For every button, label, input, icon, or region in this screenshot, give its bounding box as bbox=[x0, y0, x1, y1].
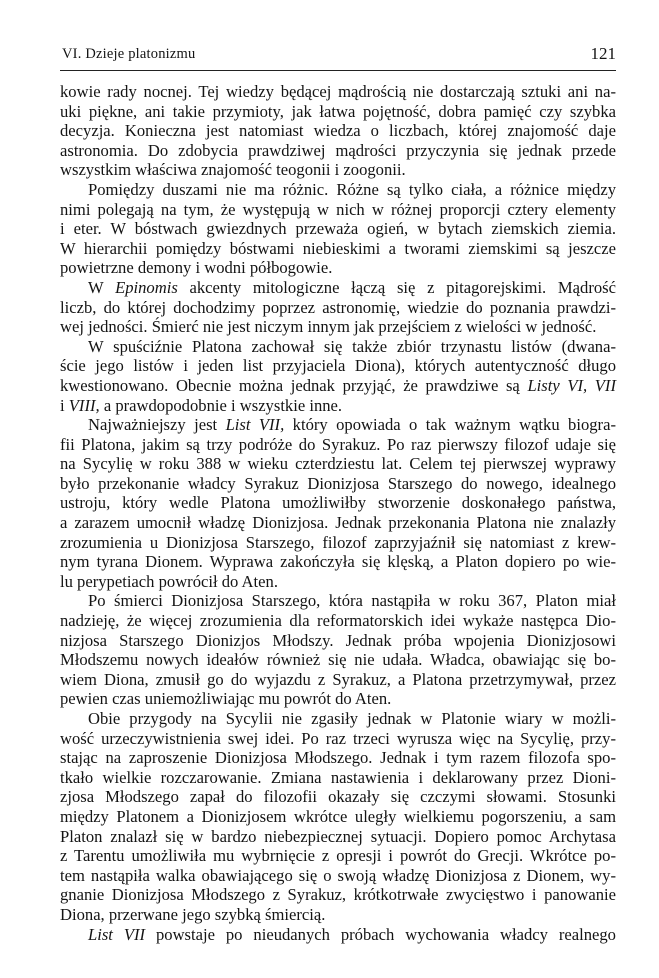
text-line: Po śmierci Dionizjosa Starszego, która nastąpiła w roku 367, Platon miał bbox=[88, 591, 616, 611]
text-line: kwestionowano. Obecnie można jednak przyjąć, że prawdziwe są Listy VI, VII bbox=[60, 375, 616, 395]
italic-title: List VII bbox=[88, 924, 146, 944]
text-line: pewien czas uniemożliwiając mu powrót do Aten. bbox=[60, 689, 392, 709]
text-line: nadzieję, że więcej zrozumienia dla reformatorskich idei wykaże następca Dio- bbox=[60, 611, 616, 631]
text-line: uki piękne, ani takie przymioty, jak łatwa pojętność, dobra pamięć czy szybka bbox=[60, 101, 616, 121]
italic-title: VIII, bbox=[68, 395, 100, 415]
text-line: między Platonem a Dionizjosem wkrótce uległy wielkiemu pogorszeniu, a sam bbox=[60, 806, 616, 826]
text-line: wiem Diona, zmusił go do wyjazdu z Syrakuz, a Platona przetrzymywał, przez bbox=[60, 669, 616, 689]
text-line: ustroju, który wedle Platona umożliwiłby stworzenie doskonałego państwa, bbox=[60, 493, 616, 513]
text-line: a zarazem umocnił władzę Dionizjosa. Jednak przekonania Platona nie znalazły bbox=[60, 513, 616, 533]
italic-title: Listy VI, VII bbox=[527, 375, 616, 395]
text-line: i eter. W bóstwach gwiezdnych przeważa ogień, w bytach ziemskich ziemia. bbox=[60, 219, 616, 239]
text-line: List VII powstaje po nieudanych próbach wychowania władcy realnego bbox=[88, 924, 616, 944]
text-line: W Epinomis akcenty mitologiczne łączą się z pitagorejskimi. Mądrość bbox=[88, 277, 616, 297]
text-line: decyzja. Konieczna jest natomiast wiedza o liczbach, której znajomość daje bbox=[60, 121, 616, 141]
text-line: zjosa Młodszego zapał do filozofii okazały się czczymi słowami. Stosunki bbox=[60, 787, 616, 807]
text-line: Pomiędzy duszami nie ma różnic. Różne są tylko ciała, a różnice między bbox=[88, 179, 616, 199]
text-line: zrozumienia u Dionizjosa Starszego, filozof zaprzyjaźnił się natomiast z krew- bbox=[60, 532, 616, 552]
text-line: stając na zaproszenie Dionizjosa Młodszego. Jednak i tym razem filozofa spo- bbox=[60, 748, 616, 768]
body-text bbox=[60, 82, 616, 944]
text-line: W spuściźnie Platona zachował się także zbiór trzynastu listów (dwana- bbox=[88, 336, 616, 356]
text-line: tem nastąpiła walka obawiającego się o swoją władzę Dionizjosa z Dionem, wy- bbox=[60, 865, 616, 885]
text-line: wej jedności. Śmierć nie jest niczym innym jak przejściem z wielości w jedność. bbox=[60, 317, 597, 337]
italic-title: List VII, bbox=[225, 415, 285, 435]
text-line: nimi polegają na tym, że występują w nich w różnej proporcji cztery elementy bbox=[60, 199, 616, 219]
text-line: Diona, przerwane jego szybką śmiercią. bbox=[60, 904, 326, 924]
page-number: 121 bbox=[590, 44, 616, 63]
text-line: wszystkim właściwa znajomość teogonii i zoogonii. bbox=[60, 160, 406, 180]
text-line: nym tyrana Dionem. Wyprawa zakończyła się klęską, a Platon dopiero po wie- bbox=[60, 552, 616, 572]
text-line: fii Platona, jakim są trzy podróże do Syrakuz. Po raz pierwszy filozof udaje się bbox=[60, 434, 616, 454]
text-line: na Sycylię w roku 388 w wieku czterdziestu lat. Celem tej pierwszej wyprawy bbox=[60, 454, 616, 474]
text-line: i VIII, a prawdopodobnie i wszystkie inne. bbox=[60, 395, 343, 415]
text-line: powietrzne demony i wodni półbogowie. bbox=[60, 258, 333, 278]
text-line: Najważniejszy jest List VII, który opowiada o tak ważnym wątku biogra- bbox=[88, 415, 616, 435]
text-line: z Tarentu umożliwiła mu wybrnięcie z opresji i powrót do Grecji. Wkrótce po- bbox=[60, 846, 616, 866]
text-line: gnanie Dionizjosa Młodszego z Syrakuz, krótkotrwałe zwycięstwo i panowanie bbox=[60, 885, 616, 905]
text-line: astronomia. Do zdobycia prawdziwej mądrości przyczynia się jednak przede bbox=[60, 140, 616, 160]
text-line: tkało wielkie rozczarowanie. Zmiana nastawienia i deklarowany przez Dioni- bbox=[60, 767, 616, 787]
text-line: Młodszemu nowych ideałów również się nie udała. Władca, obawiając się bo- bbox=[60, 650, 616, 670]
chapter-title: VI. Dzieje platonizmu bbox=[62, 46, 196, 62]
text-line: Obie przygody na Sycylii nie zgasiły jednak w Platonie wiary w możli- bbox=[88, 709, 616, 728]
text-line: ście jego listów i jeden list przyjaciela Diona), których autentyczność długo bbox=[60, 356, 616, 376]
text-line: było przekonanie władcy Syrakuz Dionizjosa Starszego do nowego, idealnego bbox=[60, 473, 616, 493]
text-line: W hierarchii pomiędzy bóstwami niebieskimi a tworami ziemskimi są jeszcze bbox=[60, 238, 616, 258]
text-line: nizjosa Starszego Dionizjos Młodszy. Jednak próba wpojenia Dionizjosowi bbox=[60, 630, 616, 650]
text-line: lu perypetiach powrócił do Aten. bbox=[60, 571, 278, 591]
italic-title: Epinomis bbox=[115, 277, 178, 297]
text-line: liczb, do której dochodzimy poprzez astronomię, wiedzie do poznania prawdzi- bbox=[60, 297, 616, 317]
text-line: wość urzeczywistnienia swej idei. Po raz trzeci wyrusza więc na Sycylię, przy- bbox=[60, 728, 616, 748]
running-header bbox=[60, 44, 616, 71]
text-line: Platon znalazł się w bardzo niebezpiecznej sytuacji. Dopiero pomoc Archytasa bbox=[60, 826, 616, 846]
text-line: kowie rady nocnej. Tej wiedzy będącej mądrością nie dostarczają sztuki ani na- bbox=[60, 82, 616, 101]
